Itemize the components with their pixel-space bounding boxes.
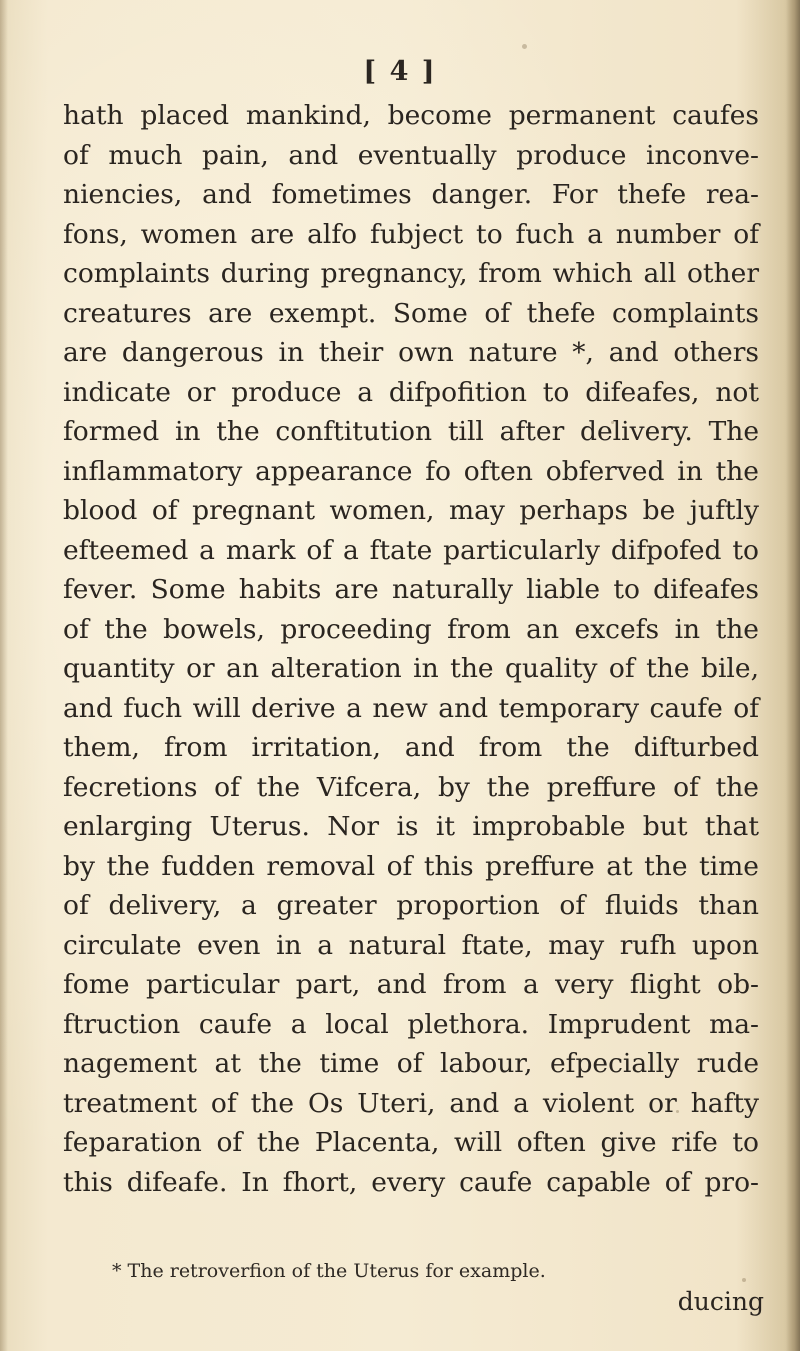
- text-line: of delivery, a greater proportion of fluids than: [63, 890, 759, 921]
- page-number: [ 4 ]: [363, 56, 437, 87]
- text-line: treatment of the Os Uteri, and a violent or hafty: [63, 1087, 759, 1119]
- text-line: formed in the conftitution till after delivery. The: [63, 416, 759, 447]
- text-line: inflammatory appearance fo often obferved in the: [63, 455, 759, 487]
- text-line: complaints during pregnancy, from which all other: [63, 258, 759, 289]
- text-line: circulate even in a natural ftate, may rufh upon: [63, 929, 759, 961]
- text-line: indicate or produce a difpofition to difeafes, not: [63, 376, 759, 408]
- page-left-edge-shadow: [0, 0, 8, 1351]
- text-line: feparation of the Placenta, will often give rife to: [63, 1127, 759, 1158]
- text-line: ftruction caufe a local plethora. Imprudent ma-: [63, 1008, 759, 1040]
- catchword: ducing: [677, 1287, 764, 1316]
- text-line: by the fudden removal of this preffure at the time: [63, 850, 759, 882]
- text-line: hath placed mankind, become permanent caufes: [63, 100, 759, 131]
- text-line: and fuch will derive a new and temporary caufe of: [63, 692, 759, 724]
- text-line: them, from irritation, and from the difturbed: [63, 732, 759, 763]
- text-line: efteemed a mark of a ftate particularly difpofed to: [63, 534, 759, 566]
- text-line: fome particular part, and from a very flight ob-: [63, 969, 759, 1000]
- body-text: [63, 96, 759, 1202]
- text-line: fever. Some habits are naturally liable to difeafes: [63, 574, 759, 605]
- text-line: nagement at the time of labour, efpecially rude: [63, 1048, 759, 1079]
- text-line: of much pain, and eventually produce inconve-: [63, 139, 759, 171]
- text-line: niencies, and fometimes danger. For thefe rea-: [63, 179, 759, 210]
- footnote: * The retroverfion of the Uterus for example.: [112, 1260, 546, 1282]
- text-line: creatures are exempt. Some of thefe complaints: [63, 297, 759, 329]
- text-line: fecretions of the Vifcera, by the preffure of the: [63, 771, 759, 803]
- text-line: are dangerous in their own nature *, and others: [63, 337, 759, 368]
- text-line: blood of pregnant women, may perhaps be juftly: [63, 495, 759, 526]
- text-line: this difeafe. In fhort, every caufe capable of pro-: [63, 1166, 759, 1198]
- text-line: fons, women are alfo fubject to fuch a number of: [63, 218, 759, 250]
- text-line: quantity or an alteration in the quality of the bile,: [63, 653, 759, 684]
- text-line: enlarging Uterus. Nor is it improbable but that: [63, 811, 759, 842]
- page-right-edge-shadow: [786, 0, 800, 1351]
- text-line: of the bowels, proceeding from an excefs in the: [63, 613, 759, 645]
